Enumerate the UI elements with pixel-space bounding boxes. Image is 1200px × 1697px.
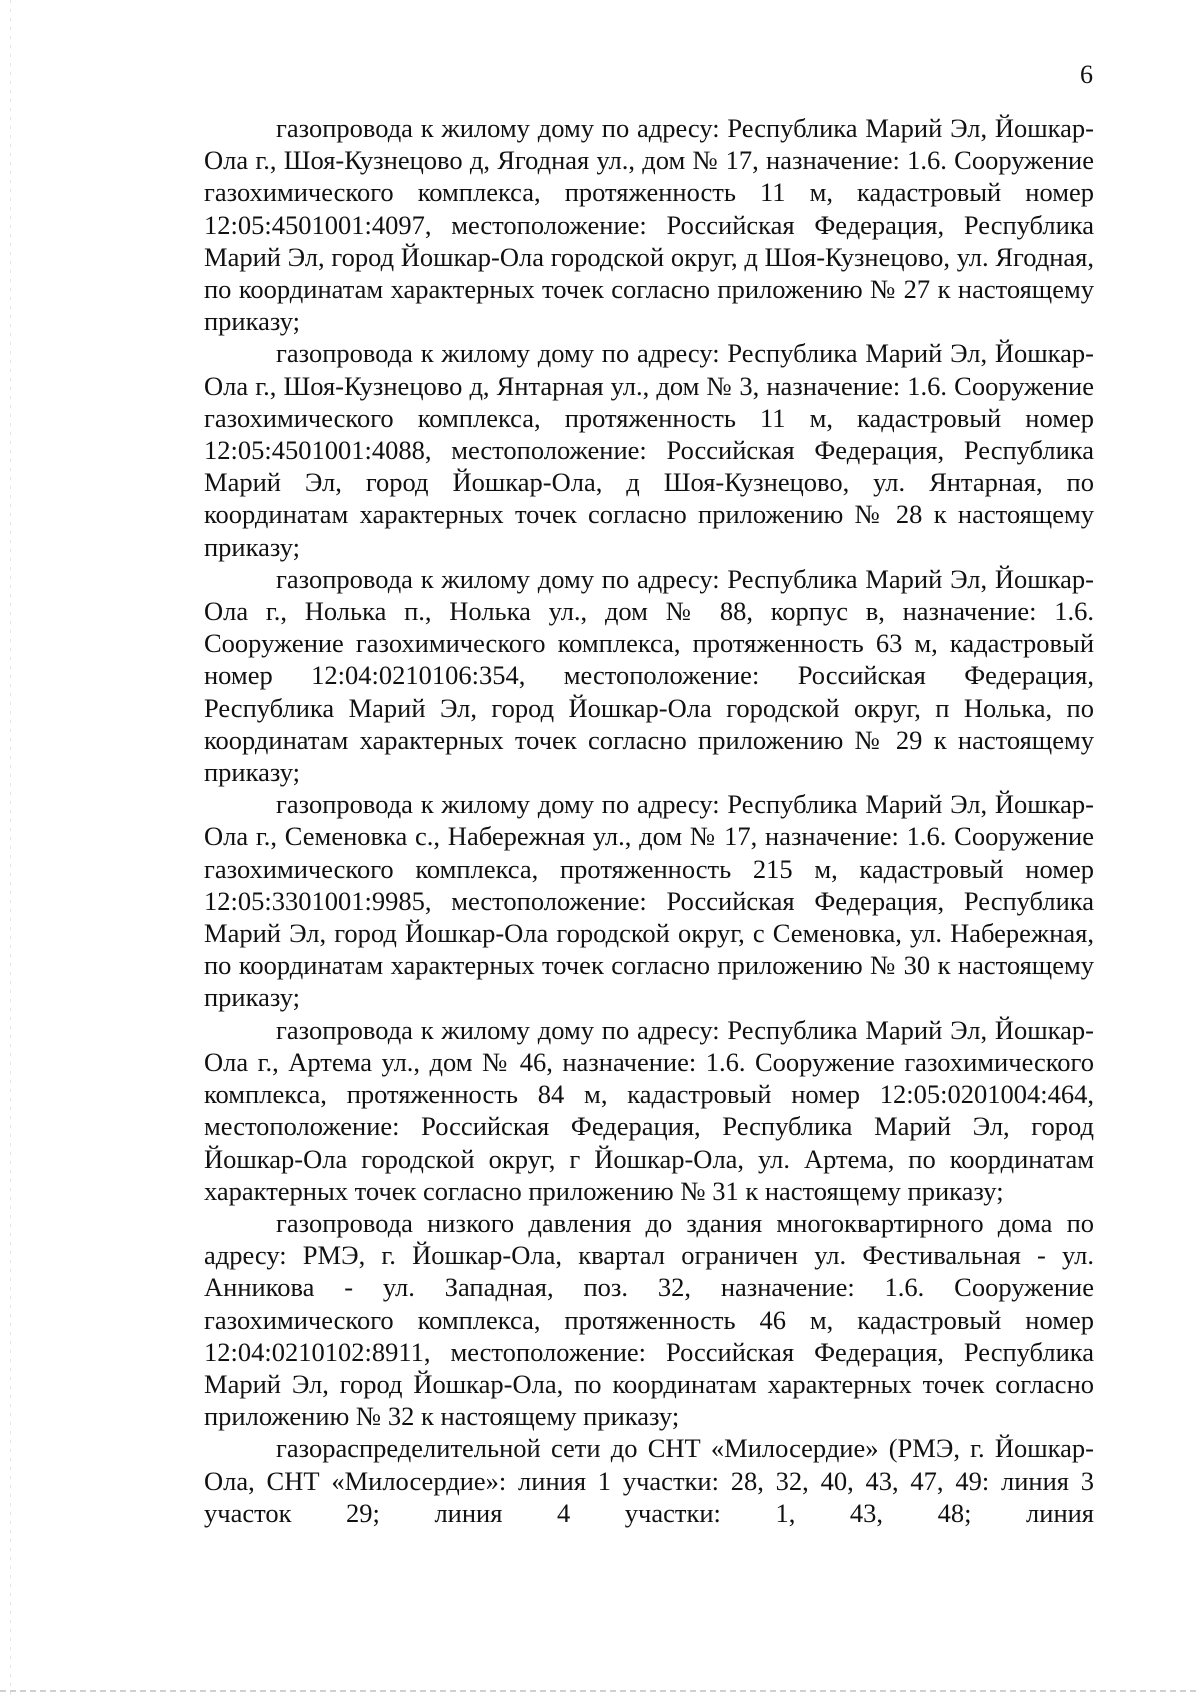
paragraph-1: газопровода к жилому дому по адресу: Республика Марий Эл, Йошкар-Ола г., Шоя-Кузнецово д, Ягодная ул., дом № 17, назначение: 1.6. Сооружение газохимического комплекса, протяженность 11 м, кадастровый номер 12:05:4501001:4097, местоположение: Российская Федерация, Республика Марий Эл, город Йошкар-Ола городской округ, д Шоя-Кузнецово, ул. Ягодная, по координатам характерных точек согласно приложению № 27 к настоящему приказу; — [204, 113, 1094, 337]
paragraph-7: газораспределительной сети до СНТ «Милосердие» (РМЭ, г. Йошкар-Ола, СНТ «Милосердие»: линия 1 участки: 28, 32, 40, 43, 47, 49: линия 3 участок 29; линия 4 участки: 1, 43, 48; линия — [204, 1433, 1094, 1528]
paragraph-2: газопровода к жилому дому по адресу: Республика Марий Эл, Йошкар-Ола г., Шоя-Кузнецово д, Янтарная ул., дом № 3, назначение: 1.6. Сооружение газохимического комплекса, протяженность 11 м, кадастровый номер 12:05:4501001:4088, местоположение: Российская Федерация, Республика Марий Эл, город Йошкар-Ола, д Шоя-Кузнецово, ул. Янтарная, по координатам характерных точек согласно приложению № 28 к настоящему приказу; — [204, 338, 1094, 562]
paragraph-3: газопровода к жилому дому по адресу: Республика Марий Эл, Йошкар-Ола г., Нолька п., Нолька ул., дом № 88, корпус в, назначение: 1.6. Сооружение газохимического комплекса, протяженность 63 м, кадастровый номер 12:04:0210106:354, местоположение: Российская Федерация, Республика Марий Эл, город Йошкар-Ола городской округ, п Нолька, по координатам характерных точек согласно приложению № 29 к настоящему приказу; — [204, 563, 1094, 788]
document-body — [204, 112, 1094, 1529]
page-number: 6 — [1080, 60, 1093, 89]
paragraph-5: газопровода к жилому дому по адресу: Республика Марий Эл, Йошкар-Ола г., Артема ул., дом № 46, назначение: 1.6. Сооружение газохимического комплекса, протяженность 84 м, кадастровый номер 12:05:0201004:464, местоположение: Российская Федерация, Республика Марий Эл, город Йошкар-Ола городской округ, г Йошкар-Ола, ул. Артема, по координатам характерных точек согласно приложению № 31 к настоящему приказу; — [204, 1014, 1094, 1206]
scan-bottom-artifact — [0, 1690, 1200, 1692]
paragraph-4: газопровода к жилому дому по адресу: Республика Марий Эл, Йошкар-Ола г., Семеновка с., Набережная ул., дом № 17, назначение: 1.6. Сооружение газохимического комплекса, протяженность 215 м, кадастровый номер 12:05:3301001:9985, местоположение: Российская Федерация, Республика Марий Эл, город Йошкар-Ола городской округ, с Семеновка, ул. Набережная, по координатам характерных точек согласно приложению № 30 к настоящему приказу; — [204, 789, 1094, 1013]
scan-edge-artifact — [10, 0, 11, 1697]
paragraph-6: газопровода низкого давления до здания многоквартирного дома по адресу: РМЭ, г. Йошкар-Ола, квартал ограничен ул. Фестивальная - ул. Анникова - ул. Западная, поз. 32, назначение: 1.6. Сооружение газохимического комплекса, протяженность 46 м, кадастровый номер 12:04:0210102:8911, местоположение: Российская Федерация, Республика Марий Эл, город Йошкар-Ола, по координатам характерных точек согласно приложению № 32 к настоящему приказу; — [204, 1207, 1094, 1432]
